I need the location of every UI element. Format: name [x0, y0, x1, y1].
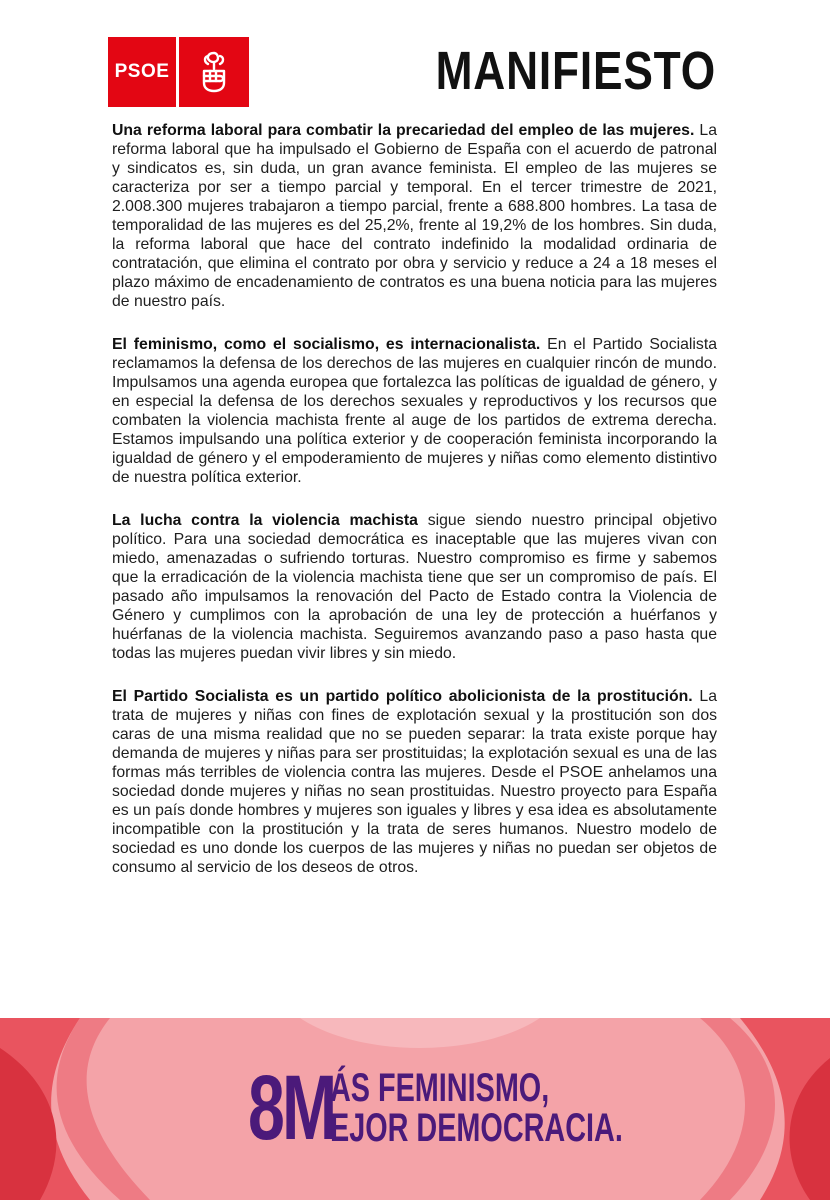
manifesto-body — [112, 121, 717, 901]
paragraph-heading: La lucha contra la violencia machista — [112, 512, 418, 529]
page-title: MANIFIESTO — [435, 41, 716, 101]
slogan-line-2: EJOR DEMOCRACIA. — [330, 1106, 623, 1150]
slogan-line-1: ÁS FEMINISMO, — [330, 1066, 550, 1110]
slogan-8m — [248, 1057, 737, 1159]
paragraph-text: La trata de mujeres y niñas con fines de explotación sexual y la prostitución son dos caras de una misma realidad que no se pueden separar: la trata existe porque hay demanda de mujeres y niñas para ser prostituidas; la explotación sexual es una de las formas más terribles de violencia contra las mujeres. Desde el PSOE anhelamos una sociedad donde mujeres y niñas no sean prostituidas. Nuestro proyecto para España es un país donde hombres y mujeres son iguales y libres y esa idea es absolutamente incompatible con la prostitución y la trata de seres humanos. Nuestro modelo de sociedad es uno donde los cuerpos de las mujeres y niñas no puedan ser objetos de consumo al servicio de los deseos de otros. — [112, 688, 717, 876]
paragraph-text: En el Partido Socialista reclamamos la defensa de los derechos de las mujeres en cualquier rincón de mundo. Impulsamos una agenda europea que fortalezca las políticas de igualdad de género, y en especial la defensa de los derechos sexuales y reproductivos y los recursos que combaten la violencia machista frente al auge de los partidos de extrema derecha. Estamos impulsando una política exterior y de cooperación feminista incorporando la igualdad de género y el empoderamiento de mujeres y niñas como elemento distintivo de nuestra política exterior. — [112, 336, 717, 486]
slogan-8m-mark: 8M — [248, 1057, 335, 1159]
paragraph-labor-reform — [112, 121, 717, 311]
paragraph-gender-violence — [112, 511, 717, 663]
logo-text: PSOE — [108, 37, 176, 107]
paragraph-heading: El Partido Socialista es un partido político abolicionista de la prostitución. — [112, 688, 693, 705]
paragraph-heading: Una reforma laboral para combatir la precariedad del empleo de las mujeres. — [112, 122, 695, 139]
paragraph-heading: El feminismo, como el socialismo, es internacionalista. — [112, 336, 541, 353]
fist-and-rose-icon — [179, 37, 249, 107]
psoe-logo — [108, 37, 249, 107]
paragraph-abolitionism — [112, 687, 717, 877]
paragraph-text: sigue siendo nuestro principal objetivo político. Para una sociedad democrática es inaceptable que las mujeres vivan con miedo, amenazadas o sufriendo torturas. Nuestro compromiso es firme y sabemos que la erradicación de la violencia machista tiene que ser un compromiso de país. El pasado año impulsamos la renovación del Pacto de Estado contra la Violencia de Género y cumplimos con la aprobación de una ley de protección a huérfanos y huérfanas de la violencia machista. Seguiremos avanzando paso a paso hasta que todas las mujeres puedan vivir libres y sin miedo. — [112, 512, 717, 662]
paragraph-text: La reforma laboral que ha impulsado el Gobierno de España con el acuerdo de patronal y sindicatos es, sin duda, un gran avance feminista. El empleo de las mujeres se caracteriza por ser a tiempo parcial y temporal. En el tercer trimestre de 2021, 2.008.300 mujeres trabajaron a tiempo parcial, frente a 688.800 hombres. La tasa de temporalidad de las mujeres es del 25,2%, frente al 19,2% de los hombres. Sin duda, la reforma laboral que hace del contrato indefinido la modalidad ordinaria de contratación, que elimina el contrato por obra y servicio y reduce a 24 a 18 meses el plazo máximo de encadenamiento de contratos es una buena noticia para las mujeres de nuestro país. — [112, 122, 717, 310]
paragraph-internationalism — [112, 335, 717, 487]
